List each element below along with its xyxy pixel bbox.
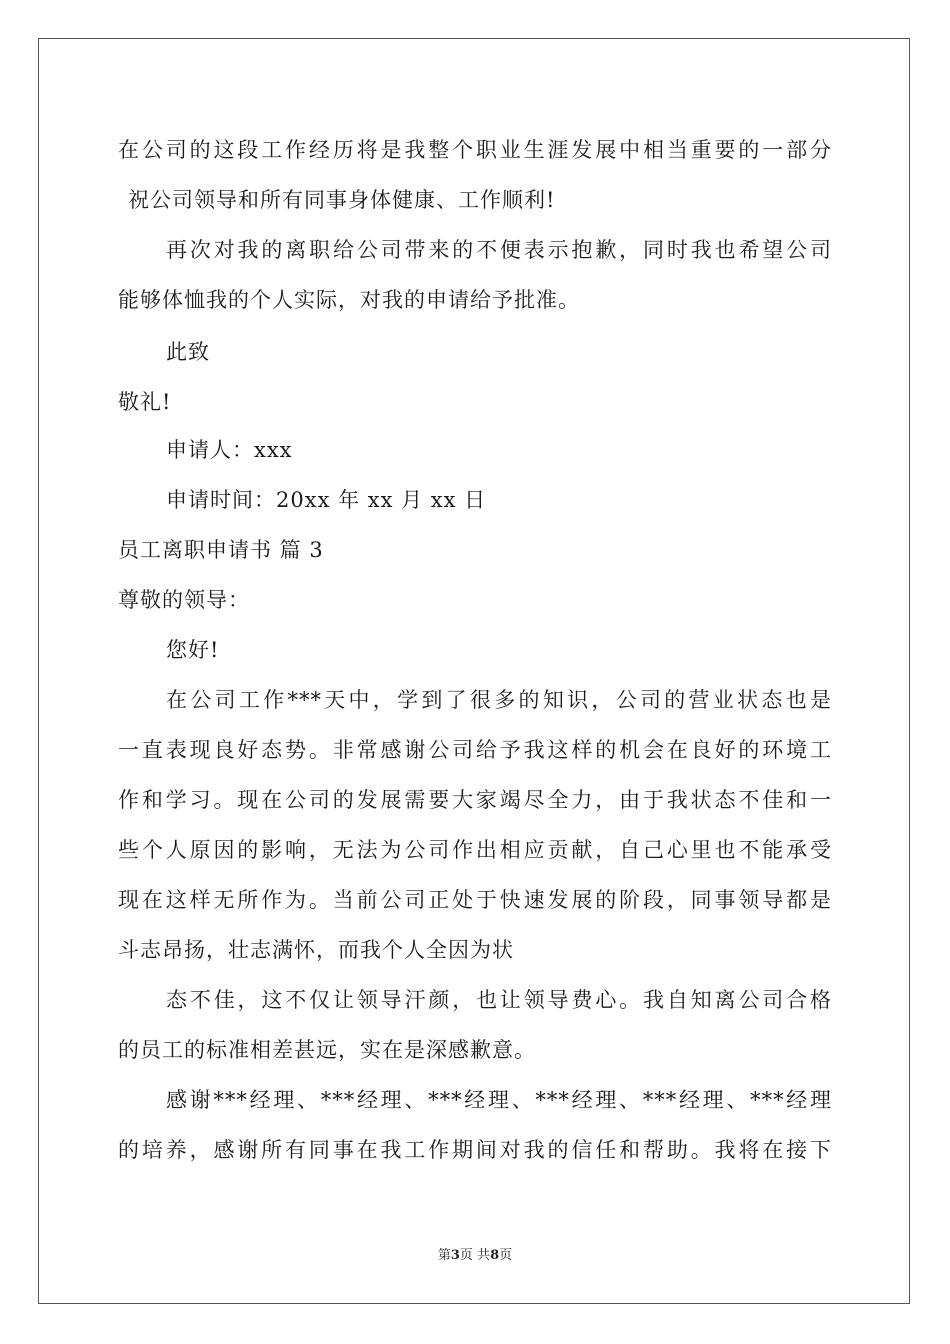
footer-mid: 页 共 (459, 1248, 491, 1263)
text-line-20: 感谢***经理、***经理、***经理、***经理、***经理、***经理 (166, 1088, 832, 1112)
text-line-3: 再次对我的离职给公司带来的不便表示抱歉，同时我也希望公司 (166, 238, 832, 262)
footer-prefix: 第 (437, 1248, 451, 1263)
text-line-13: 一直表现良好态势。非常感谢公司给予我这样的机会在良好的环境工 (118, 738, 832, 762)
text-line-21: 的培养，感谢所有同事在我工作期间对我的信任和帮助。我将在接下 (118, 1138, 832, 1162)
text-line-2: 祝公司领导和所有同事身体健康、工作顺利! (128, 188, 556, 212)
text-line-6: 敬礼! (118, 390, 172, 414)
text-line-14: 作和学习。现在公司的发展需要大家竭尽全力，由于我状态不佳和一 (118, 788, 832, 812)
text-line-4: 能够体恤我的个人实际，对我的申请给予批准。 (118, 288, 580, 312)
text-line-18: 态不佳，这不仅让领导汗颜，也让领导费心。我自知离公司合格 (166, 988, 832, 1012)
text-line-11: 您好! (166, 638, 220, 662)
page-footer (0, 1247, 950, 1265)
text-line-5: 此致 (166, 340, 210, 364)
text-line-8: 申请时间：20xx 年 xx 月 xx 日 (166, 488, 487, 512)
text-line-12: 在公司工作***天中，学到了很多的知识，公司的营业状态也是 (166, 688, 832, 712)
text-line-10: 尊敬的领导： (118, 588, 250, 612)
footer-total-pages: 8 (490, 1248, 500, 1263)
text-line-17: 斗志昂扬，壮志满怀，而我个人全因为状 (118, 938, 514, 962)
footer-current-page: 3 (450, 1248, 460, 1263)
section-title: 员工离职申请书 篇 3 (118, 538, 324, 562)
text-line-7: 申请人：xxx (166, 438, 293, 462)
page-border (38, 38, 910, 1304)
text-line-16: 现在这样无所作为。当前公司正处于快速发展的阶段，同事领导都是 (118, 888, 832, 912)
text-line-19: 的员工的标准相差甚远，实在是深感歉意。 (118, 1038, 536, 1062)
footer-suffix: 页 (499, 1248, 513, 1263)
text-line-1: 在公司的这段工作经历将是我整个职业生涯发展中相当重要的一部分 (118, 138, 832, 162)
text-line-15: 些个人原因的影响，无法为公司作出相应贡献，自己心里也不能承受 (118, 838, 832, 862)
